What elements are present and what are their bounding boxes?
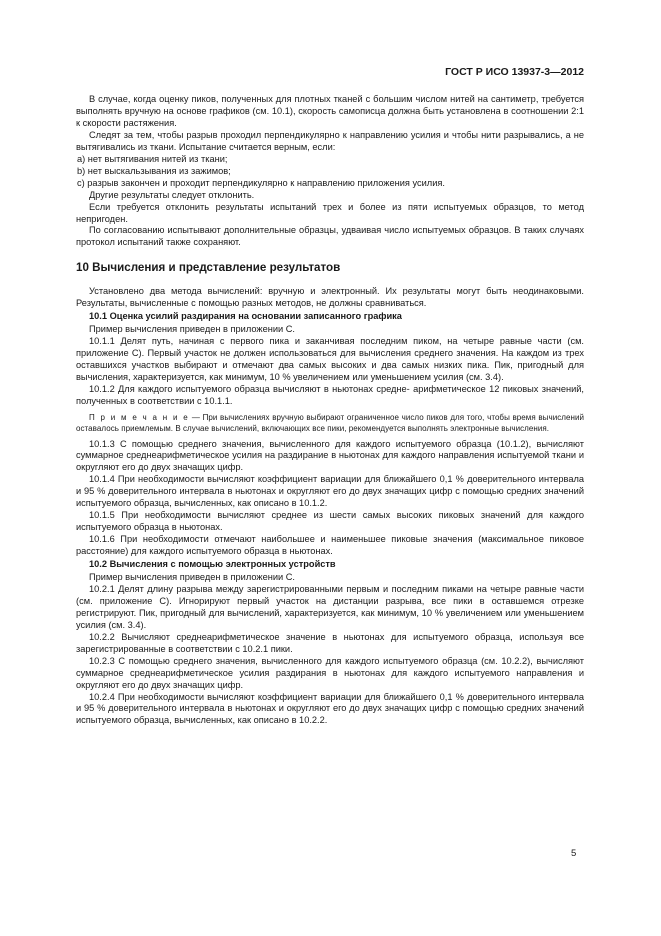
standard-header: ГОСТ Р ИСО 13937-3—2012 [445, 66, 584, 78]
clause-10-2-3: 10.2.3 С помощью среднего значения, вычисленного для каждого испытуемого образца (см. 10.2.2), вычисляют суммарное среднеарифметическое усилия раздирания в ньютонах для каждого испытуемого направления и округляют его до двух значащих цифр. [76, 655, 584, 690]
note-text: — При вычислениях вручную выбирают ограниченное число пиков для того, чтобы время вычислений оставалось приемлемым. В случае вычислений, включающих все пики, рекомендуется выполнять электронные вычисления. [76, 412, 584, 434]
clause-10-1-6: 10.1.6 При необходимости отмечают наибольшее и наименьшее пиковые значения (максимальное пиковое расстояние) для каждого испытуемого образца в ньютонах. [76, 534, 584, 557]
note [76, 412, 584, 435]
paragraph-chart-speed: В случае, когда оценку пиков, полученных для плотных тканей с большим числом нитей на сантиметр, требуется выполнять вручную на основе графиков (см. 10.1), скорость самописца должна быть установлена в соотношении 2:1 к скорости растяжения. [76, 94, 584, 128]
section-10-1-heading: 10.1 Оценка усилий раздирания на основании записанного графика [89, 311, 402, 322]
paragraph-method-unsuitable: Если требуется отклонить результаты испытаний трех и более из пяти испытуемых образцов, то метод непригоден. [76, 201, 584, 224]
list-item: a) нет вытягивания нитей из ткани; [77, 153, 228, 164]
clause-10-1-5: 10.1.5 При необходимости вычисляют среднее из шести самых высоких пиковых значений для каждого испытуемого образца в ньютонах. [76, 510, 584, 533]
clause-10-2-1: 10.2.1 Делят длину разрыва между зарегистрированными первым и последним пиками на четыре равные части (см. приложение С). Игнорируют первый участок на дистанции разрыва, все пики в оставшемся отрезке регистрируют. Пик, пригодный для вычислений, характеризуется, как минимум, 10 % увеличением или уменьшением усилия (см. 3.4). [76, 583, 584, 630]
paragraph-reject: Другие результаты следует отклонить. [89, 189, 255, 200]
clause-10-2-2: 10.2.2 Вычисляют среднеарифметическое значение в ньютонах для испытуемого образца, используя все зарегистрированные в соответствии с 10.2.1 пики. [76, 631, 584, 654]
note-label: П р и м е ч а н и е [89, 412, 190, 422]
section-10-1-example: Пример вычисления приведен в приложении С. [89, 324, 295, 335]
section-10-heading: 10 Вычисления и представление результатов [76, 261, 341, 275]
list-item: c) разрыв закончен и проходит перпендикулярно к направлению приложения усилия. [77, 177, 445, 188]
paragraph-additional-specimens: По согласованию испытывают дополнительные образцы, удваивая число испытуемых образцов. В таких случаях протокол испытаний также сохраняют. [76, 225, 584, 248]
clause-10-1-1: 10.1.1 Делят путь, начиная с первого пика и заканчивая последним пиком, на четыре равные части (см. приложение С). Первый участок не должен использоваться для вычисления среднего значения. На каждом из трех оставшихся участков выбирают и отмечают два самых высоких и два самых низких пика. Пик, пригодный для вычисления, характеризуется, как минимум, 10 % увеличением или уменьшением усилия (см. 3.4). [76, 336, 584, 383]
document-body [76, 94, 584, 727]
clause-10-1-4: 10.1.4 При необходимости вычисляют коэффициент вариации для ближайшего 0,1 % доверительного интервала и 95 % доверительного интервала в ньютонах и округляют его до двух значащих цифр с помощью средних значений испытуемого образца, вычисленных, как описано в 10.1.2. [76, 474, 584, 509]
paragraph-break-direction: Следят за тем, чтобы разрыв проходил перпендикулярно к направлению усилия и чтобы нити разрывались, а не вытягивались из ткани. Испытание считается верным, если: [76, 129, 584, 152]
page-number: 5 [571, 848, 577, 859]
clause-10-2-4: 10.2.4 При необходимости вычисляют коэффициент вариации для ближайшего 0,1 % доверительного интервала и 95 % доверительного интервала в ньютонах и округляют его до двух значащих цифр с помощью средних значений испытуемого образца, вычисленных, как описано в 10.2.2. [76, 691, 584, 726]
section-10-intro: Установлено два метода вычислений: вручную и электронный. Их результаты могут быть неодинаковыми. Результаты, вычисленные с помощью разных методов, не должны сравниваться. [76, 286, 584, 309]
list-item: b) нет выскальзывания из зажимов; [77, 165, 231, 176]
section-10-2-heading: 10.2 Вычисления с помощью электронных устройств [89, 559, 336, 570]
section-10-2-example: Пример вычисления приведен в приложении С. [89, 572, 295, 582]
clause-10-1-3: 10.1.3 С помощью среднего значения, вычисленного для каждого испытуемого образца (10.1.2), вычисляют суммарное среднеарифметическое усилия на раздирание в ньютонах для каждого направления испытуемой ткани и округляют его до двух значащих цифр. [76, 438, 584, 473]
clause-10-1-2: 10.1.2 Для каждого испытуемого образца вычисляют в ньютонах средне- арифметическое 12 пиковых значений, полученных в соответствии с 10.1.1. [76, 384, 584, 406]
